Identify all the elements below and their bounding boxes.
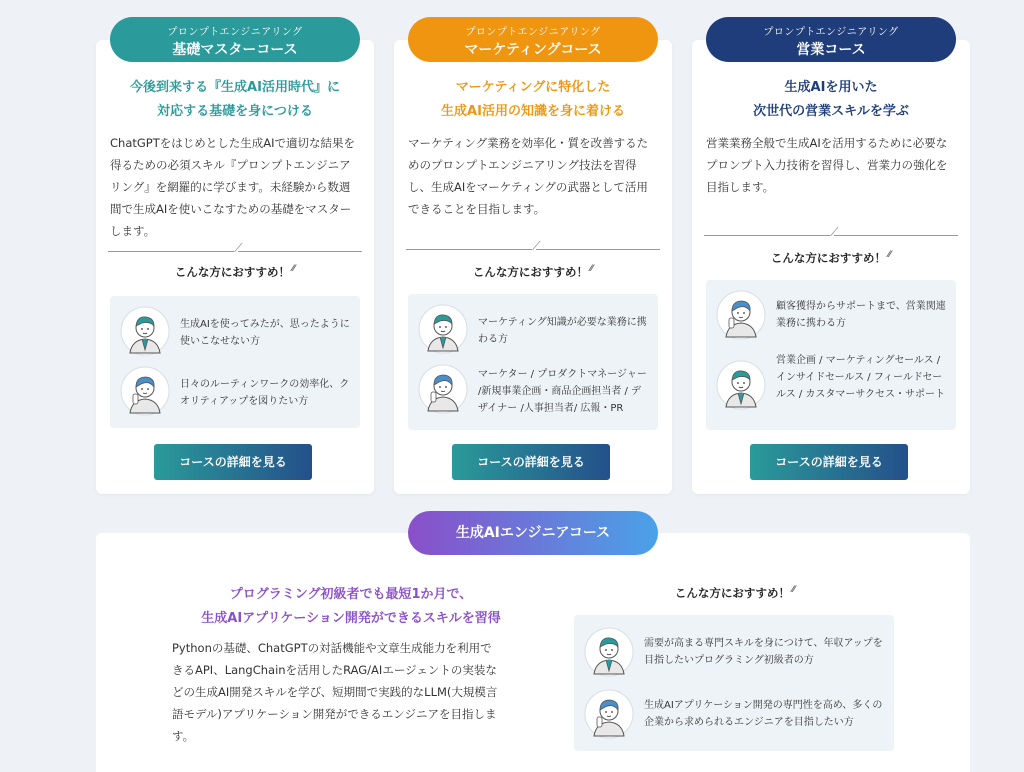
course-detail-button[interactable]: コースの詳細を見る [452,444,610,480]
course-pill-marketing: プロンプトエンジニアリング マーケティングコース [408,17,658,62]
engineer-heading: プログラミング初級者でも最短1か月で、 生成AIアプリケーション開発ができるスキルを習得 [201,587,501,626]
course-heading: マーケティングに特化した 生成AI活用の知識を身に着ける [441,80,625,119]
list-item: マーケティング知識が必要な業務に携わる方 [418,304,650,356]
course-card-marketing [394,40,672,494]
list-item: 生成AIアプリケーション開発の専門性を高め、多くの企業から求められるエンジニアを目指したい方 [584,689,886,741]
person-avatar-icon [418,304,468,354]
sparkle-icon: ⁄⁄ [590,264,594,274]
course-heading: 生成AIを用いた 次世代の営業スキルを学ぶ [753,80,909,119]
list-item: 生成AIを使ってみたが、思ったように使いこなせない方 [120,306,352,358]
list-item: 需要が高まる専門スキルを身につけて、年収アップを目指したいプログラミング初級者の方 [584,627,886,679]
person-avatar-icon [418,364,468,414]
course-card-sales [692,40,970,494]
course-pill-sales: プロンプトエンジニアリング 営業コース [706,17,956,62]
course-card-basic [96,40,374,494]
person-avatar-icon [120,366,170,416]
divider [108,242,362,256]
person-avatar-icon [716,290,766,340]
course-detail-button[interactable]: コースの詳細を見る [750,444,908,480]
person-avatar-icon [120,306,170,356]
course-pill-engineer: 生成AIエンジニアコース [408,511,658,555]
recommend-box [706,280,956,430]
sparkle-icon: ⁄⁄ [792,585,796,595]
person-avatar-icon [584,689,634,739]
recommend-box [574,615,894,751]
list-item: 顧客獲得からサポートまで、営業関連業務に携わる方 [716,290,948,342]
recommend-title: こんな方におすすめ！ ⁄⁄ [674,585,796,600]
course-description: 営業業務全般で生成AIを活用するために必要なプロンプト入力技術を習得し、営業力の強化を目指します。 [706,136,948,194]
course-detail-button[interactable]: コースの詳細を見る [154,444,312,480]
course-description: マーケティング業務を効率化・質を改善するためのプロンプトエンジニアリング技法を習得し、生成AIをマーケティングの武器として活用できることを目指します。 [408,136,649,216]
sparkle-icon: ⁄⁄ [888,250,892,260]
recommend-box [110,296,360,428]
recommend-box [408,294,658,430]
divider [406,240,660,254]
sparkle-icon: ⁄⁄ [292,264,296,274]
list-item: 日々のルーティンワークの効率化、クオリティアップを図りたい方 [120,366,352,418]
list-item: 営業企画 / マーケティングセールス / インサイドセールス / フィールドセールス / カスタマーサクセス・サポート [716,352,948,424]
recommend-title: こんな方におすすめ！ ⁄⁄ [174,264,296,279]
list-item: マーケター / プロダクトマネージャー /新規事業企画・商品企画担当者 / デザイナー /人事担当者/ 広報・PR [418,364,650,426]
course-description: ChatGPTをはじめとした生成AIで適切な結果を得るための必須スキル『プロンプトエンジニアリング』を網羅的に学びます。未経験から数週間で生成AIを使いこなすための基礎をマスターします。 [110,136,356,238]
course-card-engineer [96,533,970,772]
divider [704,226,958,240]
course-heading: 今後到来する『生成AI活用時代』に 対応する基礎を身につける [130,80,340,119]
person-avatar-icon [716,360,766,410]
course-pill-basic: プロンプトエンジニアリング 基礎マスターコース [110,17,360,62]
engineer-description: Pythonの基礎、ChatGPTの対話機能や文章生成能力を利用できるAPI、LangChainを活用したRAG/AIエージェントの実装などの生成AI開発スキルを学び、短期間で実践的なLLM(大規模言語モデル)アプリケーション開発ができるエンジニアを目指します。 [172,641,498,743]
recommend-title: こんな方におすすめ！ ⁄⁄ [472,264,594,279]
person-avatar-icon [584,627,634,677]
recommend-title: こんな方におすすめ！ ⁄⁄ [770,250,892,265]
